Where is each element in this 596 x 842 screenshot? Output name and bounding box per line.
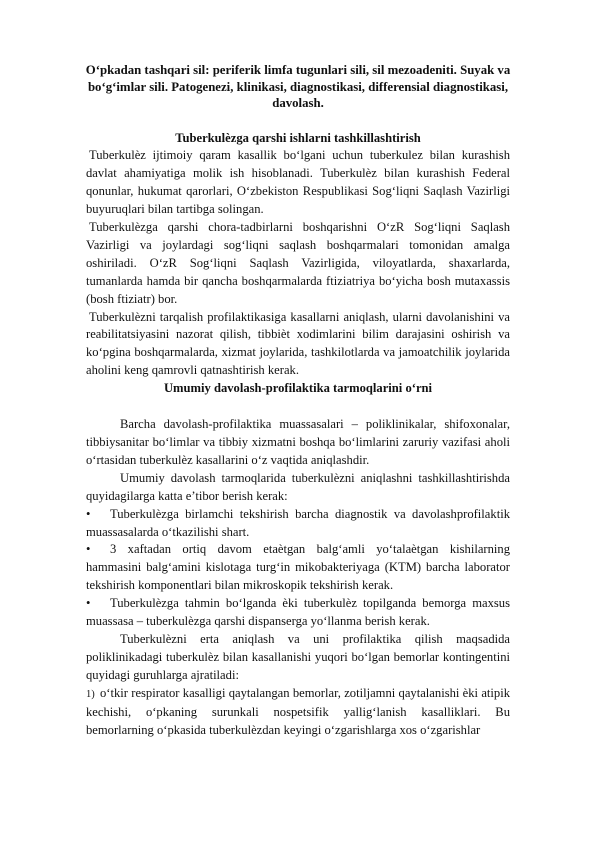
bullet-text: Tuberkulèzga birlamchi tekshirish barcha diagnostik va davolashprofilaktik muassasalarda o‘tkazilishi shart.: [86, 506, 510, 539]
bullet-text: Tuberkulèzga tahmin bo‘lganda èki tuberkulèz topilganda bemorga maxsus muassasa – tuberkulèzga qarshi dispanserga yo‘llanma berish kerak.: [86, 596, 510, 629]
document-page: [86, 62, 510, 739]
numbered-item: [86, 685, 510, 740]
paragraph-intro: Tuberkulèz ijtimoiy qaram kasallik bo‘lgani uchun tuberkulez bilan kurashish davlat ahamiyatiga molik ish hisoblanadi. Tuberkulèz bilan kurashish Federal qonunlar, hukumat qarorlari, O‘zbekiston Respublikasi Sog‘liqni Saqlash Vazirligi buyuruqlari bilan tartibga solingan.: [86, 148, 510, 217]
bullet-item: [86, 506, 510, 542]
document-title: O‘pkadan tashqari sil: periferik limfa tugunlari sili, sil mezoadeniti. Suyak va bo‘g‘imlar sili. Patogenezi, klinikasi, diagnostikasi, differensial diagnostikasi, davolash.: [85, 63, 511, 110]
bullet-mark: •: [86, 542, 91, 557]
section-heading-organization: Tuberkulèzga qarshi ishlarni tashkillashtirish: [175, 130, 421, 145]
paragraph-attention: Umumiy davolash tarmoqlarida tuberkulèzni aniqlashni tashkillashtirishda quyidagilarga katta e’tibor berish kerak:: [86, 470, 510, 503]
paragraph-groups: Tuberkulèzni erta aniqlash va uni profilaktika qilish maqsadida poliklinikadagi tuberkulèz bilan kasallanishi yuqori bo‘lgan bemorlar kontingentini quyidagi guruhlarga ajratiladi:: [86, 631, 510, 682]
numbered-text: o‘tkir respirator kasalligi qaytalangan bemorlar, zotiljamni qaytalanishi èki atipik kechishi, o‘pkaning surunkali nospetsifik yallig‘lanish kasalliklari. Bu bemorlarning o‘pkasida tuberkulèzdan keyingi o‘zgarishlarga xos o‘zgarishlar: [86, 685, 510, 737]
bullet-mark: •: [86, 596, 91, 611]
bullet-mark: •: [86, 506, 91, 521]
numbered-mark: 1): [86, 688, 95, 700]
paragraph-prevention: Tuberkulèzni tarqalish profilaktikasiga kasallarni aniqlash, ularni davolanishini va reabilitatsiyasini nazorat qilish, tibbièt xodimlarini bilim darajasini oshirish va ko‘pgina boshqarmalarda, xizmat joylarida, tashkilotlarda va jamoatchilik joylarida aholini keng qamrovli qatnashtirish kerak.: [86, 309, 510, 378]
bullet-text: 3 xaftadan ortiq davom etaètgan balg‘amli yo‘talaètgan kishilarning hammasini balg‘amini kislotaga turg‘in mikobakteriyaga (KTM) barcha laborator tekshirish komponentlari bilan mikroskopik tekshirish kerak.: [86, 542, 510, 593]
paragraph-management: Tuberkulèzga qarshi chora-tadbirlarni boshqarishni O‘zR Sog‘liqni Saqlash Vazirligi va joylardagi sog‘liqni saqlash boshqarmalari tomonidan amalga oshiriladi. O‘zR Sog‘liqni Saqlash Vazirligida, viloyatlarda, shaxarlarda, tumanlarda hamda bir qancha boshqarmalarda ftiziatriya bo‘yicha bosh mutaxassis (bosh ftiziatr) bor.: [86, 220, 510, 306]
section-heading-general-network: Umumiy davolash-profilaktika tarmoqlarini o‘rni: [163, 381, 433, 396]
paragraph-institutions: Barcha davolash-profilaktika muassasalari – poliklinikalar, shifoxonalar, tibbiysanitar bo‘limlar va tibbiy xizmatni boshqa bo‘limlarini zaruriy vazifasi aholi o‘rtasidan tuberkulèz kasallarini o‘z vaqtida aniqlashdir.: [86, 417, 510, 467]
bullet-item: [86, 541, 510, 595]
bullet-item: [86, 595, 510, 631]
